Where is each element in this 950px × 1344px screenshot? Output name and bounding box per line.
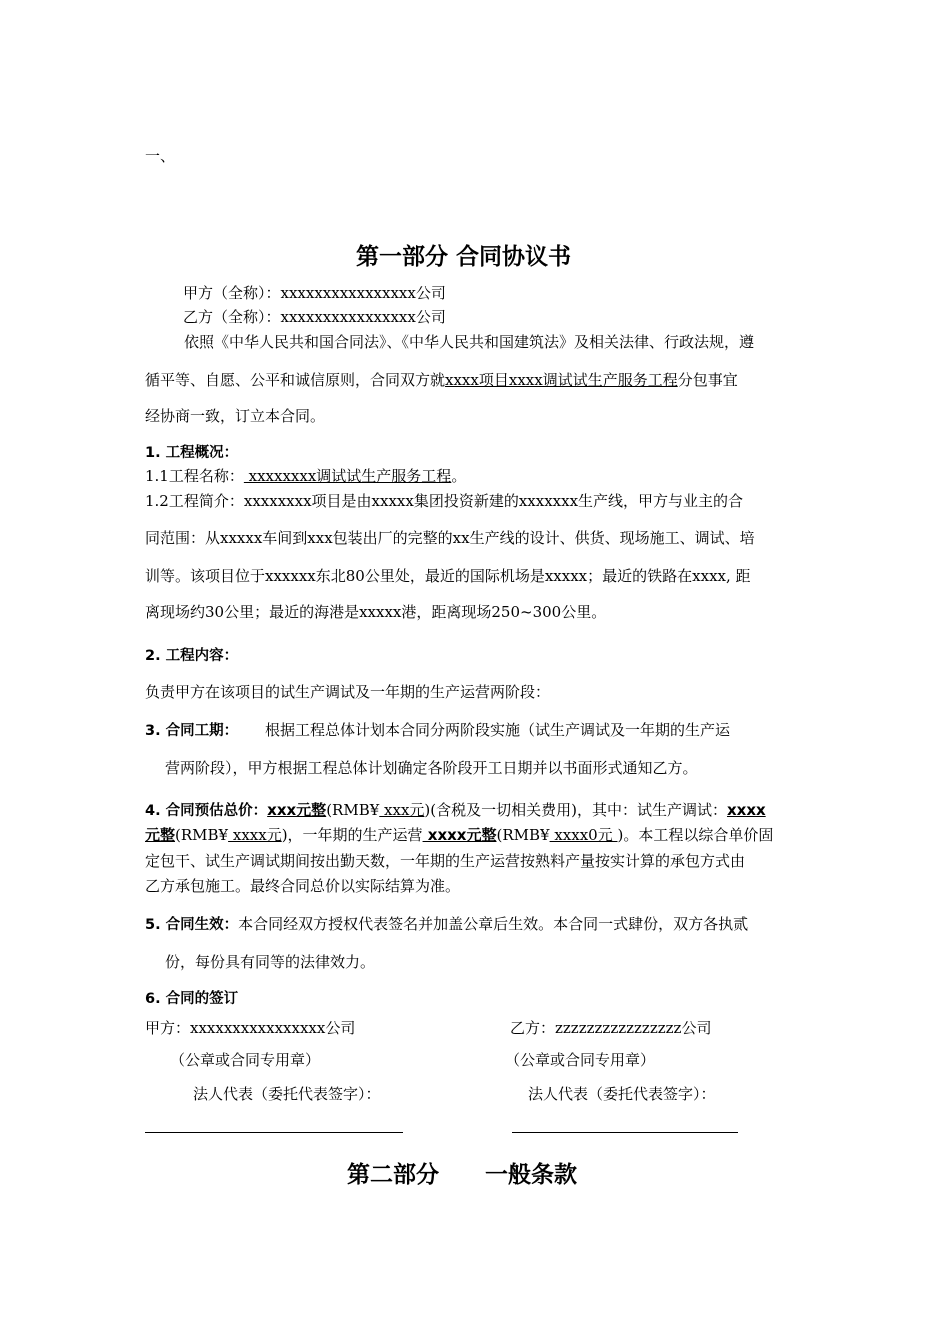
intro-text: 循平等、自愿、公平和诚信原则，合同双方就 [145, 371, 446, 389]
intro-text: 分包事宜 [677, 371, 738, 389]
project-name: xxxx项目xxxx调试试生产服务工程 [445, 371, 678, 389]
section-4-text: )。本工程以综合单价固 [617, 826, 774, 844]
section-4-line-1 [145, 799, 766, 820]
total-amount: xxx元整 [267, 801, 327, 819]
section-2-body: 负责甲方在该项目的试生产调试及一年期的生产运营两阶段： [145, 683, 551, 701]
intro-line-1: 依照《中华人民共和国合同法》、《中华人民共和国建筑法》及相关法律、行政法规，遵 [184, 333, 755, 351]
signer-party-a: 甲方：xxxxxxxxxxxxxxxx公司 [145, 1019, 356, 1037]
rmb-open: (RMB¥ [175, 826, 229, 844]
intro-line-2 [145, 369, 738, 390]
signature-line-a [145, 1132, 403, 1133]
part1-title: 第一部分 合同协议书 [356, 244, 572, 270]
section-5-text: 本合同经双方授权代表签名并加盖公章后生效。本合同一式肆份，双方各执贰 [238, 915, 749, 933]
part2-title: 第二部分 一般条款 [347, 1162, 577, 1188]
section-5-heading: 5. 合同生效： [145, 917, 239, 933]
project-intro-line-3: 训等。该项目位于xxxxxx东北80公里处，最近的国际机场是xxxxx；最近的铁路在xxxx, 距 [145, 567, 751, 585]
project-intro-line-2: 同范围：从xxxxx车间到xxx包装出厂的完整的xx生产线的设计、供货、现场施工、调试、培 [145, 529, 755, 547]
trial-rmb-value: xxxx元 [228, 826, 282, 844]
section-3-text: 根据工程总体计划本合同分两阶段实施（试生产调试及一年期的生产运 [265, 721, 731, 739]
signer-party-b: 乙方：zzzzzzzzzzzzzzzz公司 [510, 1019, 712, 1037]
party-b-line: 乙方（全称）：xxxxxxxxxxxxxxxx公司 [183, 308, 446, 326]
section-4-heading: 4. 合同预估总价： [145, 803, 268, 819]
project-name-line [145, 465, 466, 486]
section-4-line-2 [145, 824, 773, 845]
trial-amount: xxxx [726, 801, 766, 819]
intro-line-3: 经协商一致，订立本合同。 [145, 407, 326, 425]
section-4-text: )(含税及一切相关费用)，其中：试生产调试： [424, 801, 727, 819]
representative-label-b: 法人代表（委托代表签字）： [528, 1085, 716, 1103]
project-name-value: xxxxxxxx调试试生产服务工程 [243, 467, 452, 485]
total-rmb-value: xxx元 [379, 801, 425, 819]
party-a-line: 甲方（全称）：xxxxxxxxxxxxxxxx公司 [183, 284, 446, 302]
section-2-heading: 2. 工程内容： [145, 648, 239, 664]
ops-amount: xxxx元整 [422, 826, 497, 844]
signature-line-b [512, 1132, 738, 1133]
representative-label-a: 法人代表（委托代表签字）： [193, 1085, 381, 1103]
section-1-heading: 1. 工程概况： [145, 445, 239, 461]
section-3-heading: 3. 合同工期： [145, 723, 239, 739]
project-intro-line-1: 1.2工程简介：xxxxxxxx项目是由xxxxx集团投资新建的xxxxxxx生产线，甲方与业主的合 [145, 492, 744, 510]
section-6-heading: 6. 合同的签订 [145, 991, 239, 1007]
section-3-line-1 [145, 719, 730, 740]
section-4-line-3: 定包干、试生产调试期间按出勤天数，一年期的生产运营按熟料产量按实计算的承包方式由 [145, 852, 746, 870]
section-4-line-4: 乙方承包施工。最终合同总价以实际结算为准。 [145, 877, 461, 895]
trial-amount-unit: 元整 [145, 826, 176, 844]
project-name-label: 1.1工程名称： [145, 467, 244, 485]
section-marker: 一、 [145, 147, 176, 165]
rmb-open: (RMB¥ [326, 801, 380, 819]
seal-label-a: （公章或合同专用章） [170, 1051, 321, 1069]
seal-label-b: （公章或合同专用章） [505, 1051, 656, 1069]
rmb-open: (RMB¥ [496, 826, 550, 844]
ops-rmb-value: xxxx0元 [549, 826, 618, 844]
section-5-line-1 [145, 913, 748, 934]
section-3-line-2: 营两阶段），甲方根据工程总体计划确定各阶段开工日期并以书面形式通知乙方。 [165, 759, 698, 777]
section-4-text: )，一年期的生产运营 [281, 826, 423, 844]
project-intro-line-4: 离现场约30公里；最近的海港是xxxxx港，距离现场250~300公里。 [145, 603, 607, 621]
section-5-line-2: 份，每份具有同等的法律效力。 [165, 953, 376, 971]
period: 。 [451, 467, 467, 485]
